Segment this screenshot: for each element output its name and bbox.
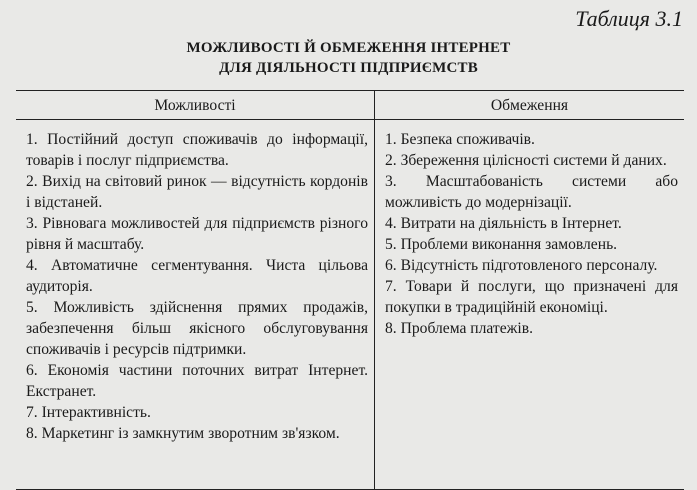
opportunity-item: 1. Постійний доступ споживачів до інформації, товарів і послуг підприємства. [26, 131, 368, 169]
table-caption: Таблиця 3.1 [575, 6, 683, 31]
limitation-item: 8. Проблема платежів. [385, 320, 534, 337]
limitation-item: 2. Збереження цілісності системи й даних. [385, 152, 667, 169]
opportunities-limitations-table [16, 90, 684, 490]
limitation-item: 5. Проблеми виконання замовлень. [385, 236, 618, 253]
title-line-1: МОЖЛИВОСТІ Й ОБМЕЖЕННЯ ІНТЕРНЕТ [186, 40, 511, 56]
limitation-item: 4. Витрати на діяльність в Інтернет. [385, 215, 622, 232]
opportunity-item: 7. Інтерактивність. [26, 404, 151, 421]
table-title [0, 38, 697, 78]
opportunity-item: 4. Автоматичне сегментування. Чиста цільова аудиторія. [26, 257, 368, 295]
header-row [16, 91, 684, 120]
limitation-item: 6. Відсутність підготовленого персоналу. [385, 257, 658, 274]
opportunity-item: 6. Економія частини поточних витрат Інтернет. Екстранет. [26, 362, 368, 400]
opportunity-item: 8. Маркетинг із замкнутим зворотним зв'язком. [26, 425, 340, 442]
title-line-2: ДЛЯ ДІЯЛЬНОСТІ ПІДПРИЄМСТВ [219, 60, 478, 76]
body-row [16, 120, 684, 490]
column-header-opportunities: Можливості [16, 91, 375, 120]
limitation-item: 7. Товари й послуги, що призначені для покупки в традиційній економіці. [385, 278, 678, 316]
opportunities-cell [16, 120, 375, 490]
limitations-cell [375, 120, 685, 490]
limitation-item: 1. Безпека споживачів. [385, 131, 535, 148]
column-header-limitations: Обмеження [375, 91, 685, 120]
opportunity-item: 2. Вихід на світовий ринок — відсутність кордонів і відстаней. [26, 173, 368, 211]
opportunity-item: 5. Можливість здійснення прямих продажів, забезпечення більш якісного обслуговування споживачів і ресурсів підтримки. [26, 299, 368, 358]
opportunity-item: 3. Рівновага можливостей для підприємств різного рівня й масштабу. [26, 215, 368, 253]
limitation-item: 3. Масштабованість системи або можливість до модернізації. [385, 173, 678, 211]
